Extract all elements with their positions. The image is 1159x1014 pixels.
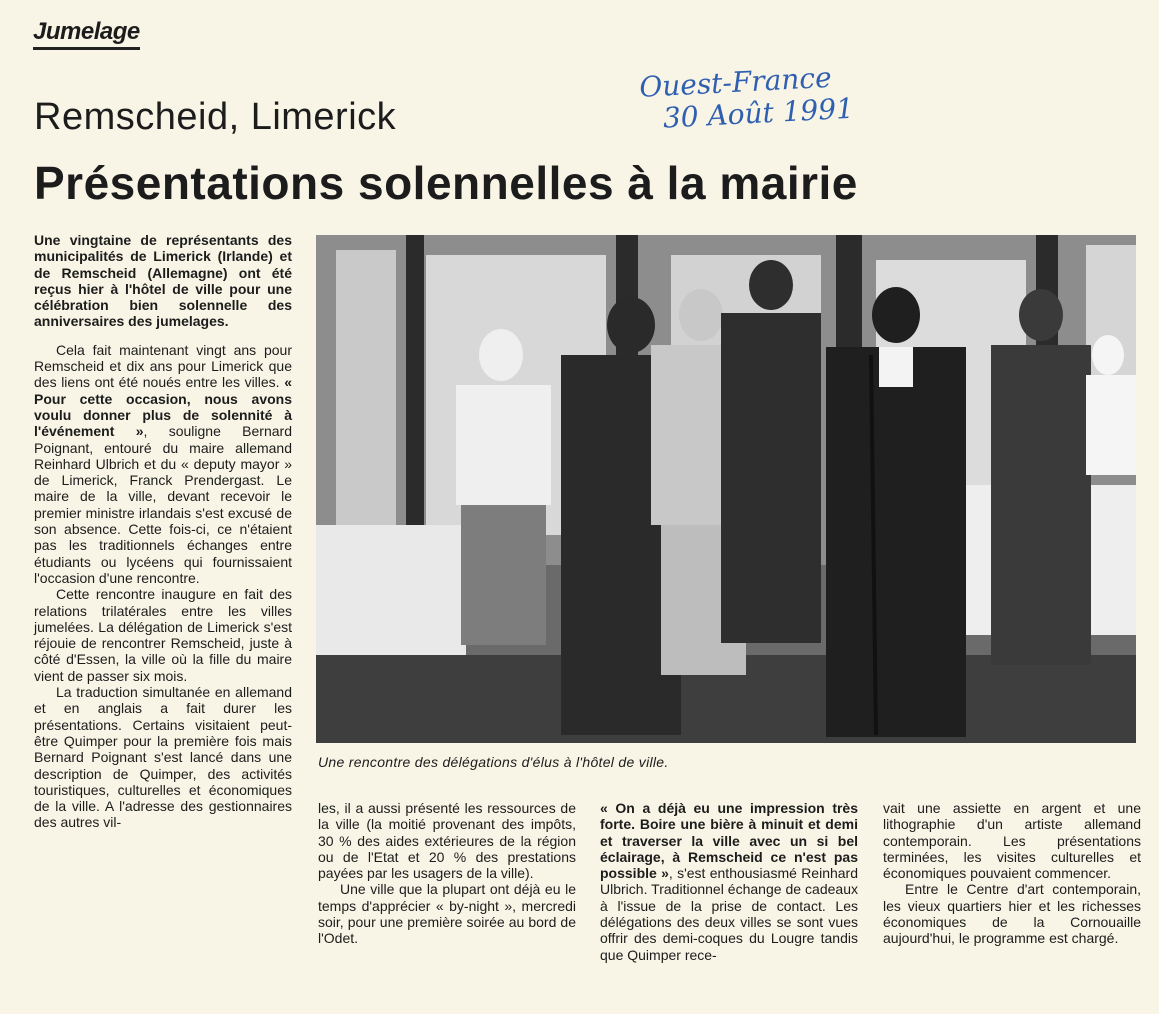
handwritten-source-note: [639, 56, 942, 136]
handwritten-date: 30 Août 1991: [662, 91, 855, 135]
paragraph: Entre le Centre d'art contemporain, les vieux quartiers hier et les richesses économiques de la Cornouaille aujourd'hui, le programme est chargé.: [883, 881, 1141, 947]
section-rubric: Jumelage: [33, 18, 140, 50]
photo-caption: Une rencontre des délégations d'élus à l'hôtel de ville.: [318, 754, 669, 770]
article-column-1: [34, 232, 292, 831]
article-subtitle: Remscheid, Limerick: [34, 96, 397, 138]
article-column-4: [883, 800, 1141, 947]
paragraph: les, il a aussi présenté les ressources de la ville (la moitié provenant des impôts, 30 % des aides extérieures de la région ou de l'Etat et 20 % des prestations payées par les usagers de la ville).: [318, 800, 576, 882]
paragraph-text: Cela fait maintenant vingt ans pour Remscheid et dix ans pour Limerick que des liens ont été noués entre les villes.: [34, 341, 292, 391]
article-column-3: [600, 800, 858, 963]
article-lead: Une vingtaine de représentants des municipalités de Limerick (Irlande) et de Remscheid (Allemagne) ont été reçus hier à l'hôtel de ville pour une célébration bien solennelle des anniversaires des jumelages.: [34, 232, 292, 330]
quote: « On a déjà eu une impression très forte. Boire une bière à minuit et demi et traverser la ville avec un si bel éclairage, à Remscheid ce n'est pas possible »: [600, 800, 858, 882]
paragraph: La traduction simultanée en allemand et en anglais a fait durer les présentations. Certains visitaient peut-être Quimper pour la première fois mais Bernard Poignant s'est lancé dans une description de Quimper, des activités touristiques, culturelles et économiques de la ville. A l'adresse des gestionnaires des autres vil-: [34, 684, 292, 831]
paragraph: Une ville que la plupart ont déjà eu le temps d'apprécier « by-night », mercredi soir, pour une première soirée au bord de l'Odet.: [318, 881, 576, 947]
paragraph-text: , souligne Bernard Poignant, entouré du maire allemand Reinhard Ulbrich et du « deputy mayor » de Limerick, Franck Prendergast. Le maire de la ville, devant recevoir le premier ministre irlandais s'est excusé de son absence. Cette fois-ci, ce n'étaient pas les traditionnels échanges entre étudiants ou lycéens qui fournissaient l'occasion d'une rencontre.: [34, 423, 292, 586]
article-photo: [316, 235, 1136, 743]
paragraph: [600, 800, 858, 963]
article-column-2: [318, 800, 576, 947]
paragraph: vait une assiette en argent et une lithographie d'un artiste allemand contemporain. Les présentations terminées, les visites culturelles et économiques pouvaient commencer.: [883, 800, 1141, 882]
paragraph-text: , s'est enthousiasmé Reinhard Ulbrich. Traditionnel échange de cadeaux à l'issue de la prise de contact. Les délégations des deux villes se sont vues offrir des demi-coques du Lougre tandis que Quimper rece-: [600, 865, 859, 963]
photo-illustration: [316, 235, 1136, 743]
article-title: Présentations solennelles à la mairie: [34, 157, 858, 209]
quote: « Pour cette occasion, nous avons voulu donner plus de solennité à l'événement »: [34, 374, 292, 440]
paragraph: Cette rencontre inaugure en fait des relations trilatérales entre les villes jumelées. La délégation de Limerick s'est réjouie de rencontrer Remscheid, juste à côté d'Essen, la ville où la fille du maire vient de passer six mois.: [34, 586, 292, 684]
handwritten-newspaper-name: Ouest-France: [638, 60, 833, 104]
paragraph: [34, 342, 292, 586]
